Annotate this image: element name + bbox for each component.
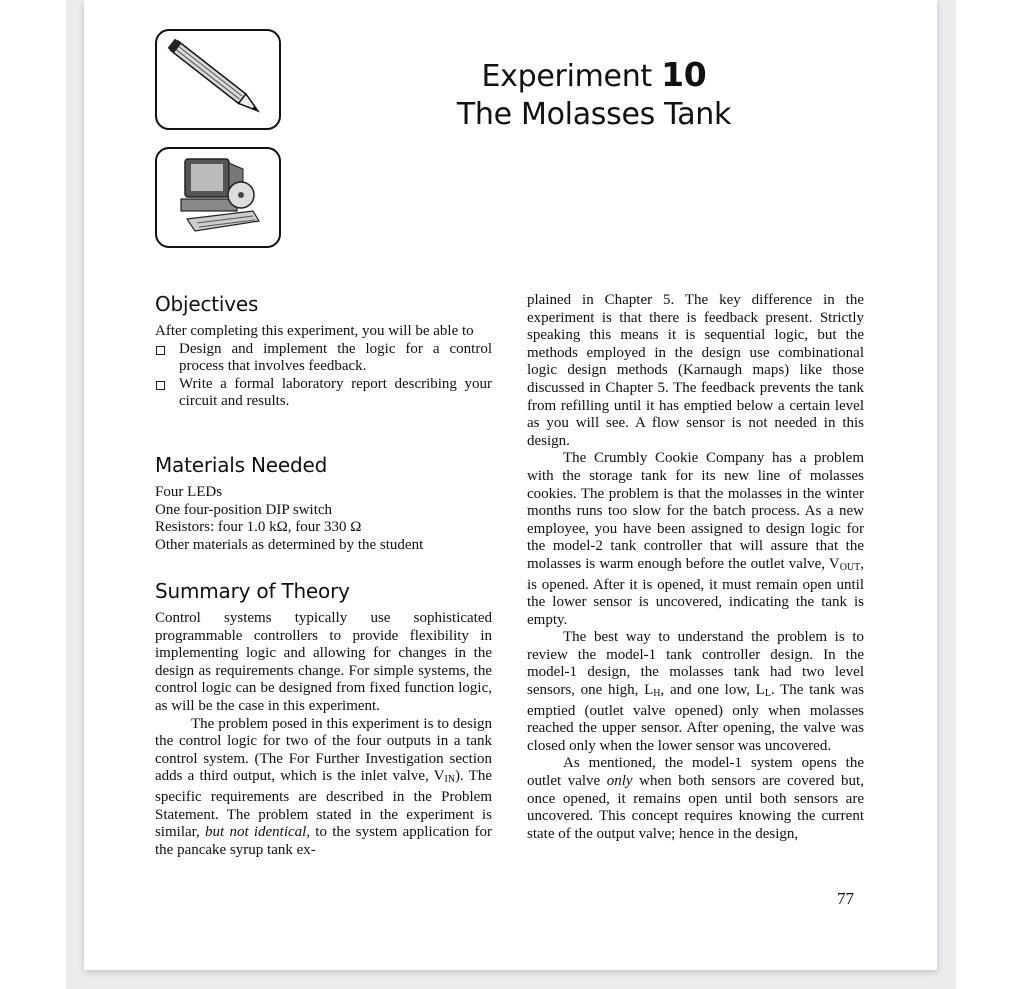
body-paragraph: The Crumbly Cookie Company has a problem with the storage tank for its new line of molasses cookies. The problem is that the molasses in the winter months runs too slow for the batch process. As a new employee, you have been assigned to design logic for the model-2 tank controller that will assure that the molasses is warm enough before the outlet valve, $V_{OUT}$, is opened. After it is opened, it must remain open until the lower sensor is uncovered, indicating the tank is empty. xyxy=(527,450,864,628)
page-number: 77 xyxy=(837,889,854,908)
pencil-icon-frame xyxy=(155,29,281,130)
materials-heading: Materials Needed xyxy=(155,453,328,477)
materials-item: One four-position DIP switch xyxy=(155,501,333,518)
chapter-title xyxy=(384,56,804,134)
pencil-icon xyxy=(157,31,279,128)
materials-item: Other materials as determined by the student xyxy=(155,536,424,553)
materials-list xyxy=(155,484,492,554)
title-subtitle: The Molasses Tank xyxy=(456,97,732,132)
materials-item: Resistors: four 1.0 kΩ, four 330 Ω xyxy=(155,519,362,536)
right-column-text xyxy=(527,292,864,843)
checkbox-icon xyxy=(156,381,165,390)
objectives-section xyxy=(155,323,492,411)
objective-text: Write a formal laboratory report describing your circuit and results. xyxy=(179,375,492,410)
computer-icon-frame xyxy=(155,147,281,248)
materials-item: Four LEDs xyxy=(155,484,223,500)
objectives-intro: After completing this experiment, you will be able to xyxy=(155,323,474,339)
checkbox-icon xyxy=(156,346,165,355)
objective-item xyxy=(155,341,492,376)
body-paragraph: plained in Chapter 5. The key difference in the experiment is that there is feedback present. Strictly speaking this means it is sequential logic, but the methods employed in the design use combinational logic design methods (Karnaugh maps) like those discussed in Chapter 5. The feedback prevents the tank from refilling until it has emptied below a certain level as you will see. A flow sensor is not needed in this design. xyxy=(527,292,864,449)
theory-heading: Summary of Theory xyxy=(155,579,350,603)
body-paragraph: The best way to understand the problem is to review the model-1 tank controller design. In the model-1 design, the molasses tank had two level sensors, one high, $L_H$, and one low, $L_L$. The tank was emptied (outlet valve opened) only when molasses reached the upper sensor. After opening, the valve was closed only when the lower sensor was uncovered. xyxy=(527,629,864,754)
objective-item xyxy=(155,376,492,411)
body-paragraph: As mentioned, the model-1 system opens the outlet valve only when both sensors are covered but, once opened, it remains open until both sensors are uncovered. This concept requires knowing the current state of the output valve; hence in the design, xyxy=(527,755,864,842)
theory-paragraph: The problem posed in this experiment is to design the control logic for two of the four outputs in a tank control system. (The For Further Investigation section adds a third output, which is the inlet valve, $V_{IN}$). The specific requirements are described in the Problem Statement. The problem stated in the experiment is similar, but not identical, to the system application for the pancake syrup tank ex- xyxy=(155,715,493,858)
objective-text: Design and implement the logic for a control process that involves feedback. xyxy=(179,340,492,375)
theory-paragraph: Control systems typically use sophisticated programmable controllers to provide flexibility in implementing logic and allowing for changes in the design as requirements change. For simple systems, the control logic can be designed from fixed function logic, as will be the case in this experiment. xyxy=(155,610,492,714)
title-number: 10 xyxy=(661,55,707,94)
computer-icon xyxy=(157,149,279,246)
theory-text xyxy=(155,610,492,859)
title-experiment: Experiment xyxy=(481,59,652,94)
document-page xyxy=(84,0,937,970)
objectives-heading: Objectives xyxy=(155,292,259,316)
